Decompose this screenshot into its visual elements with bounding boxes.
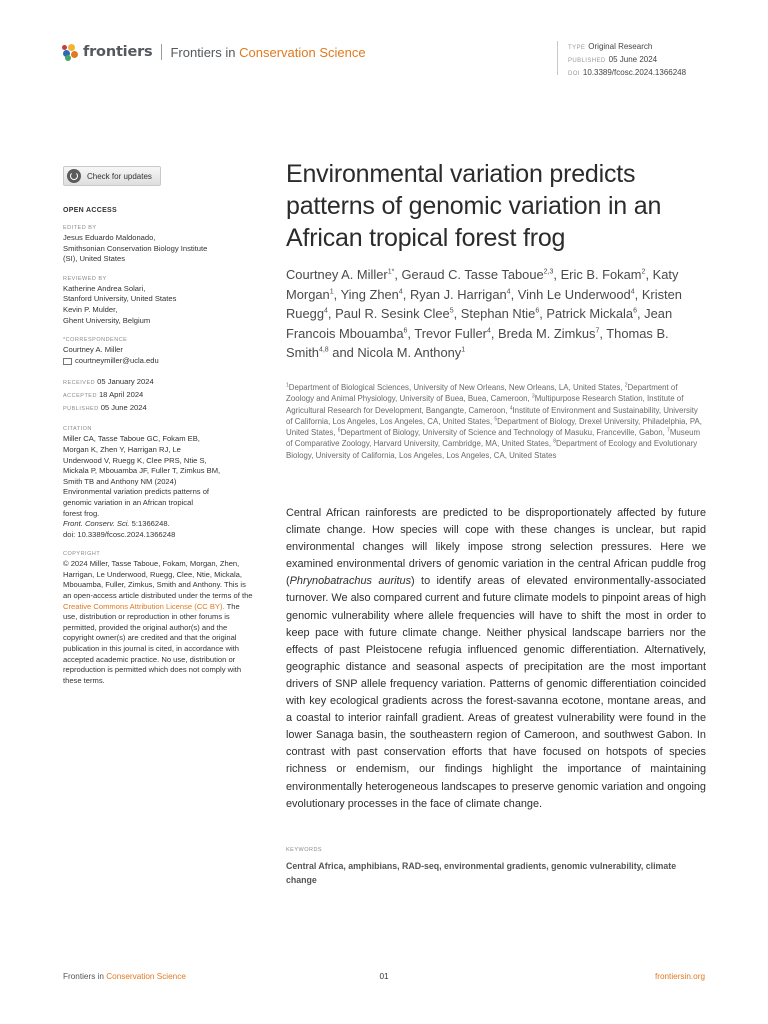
correspondence xyxy=(63,336,253,366)
correspondence-email[interactable]: courtneymiller@ucla.edu xyxy=(75,355,159,365)
edited-by-line: Jesus Eduardo Maldonado, xyxy=(63,233,156,242)
affiliation-text: Multipurpose Research Station, Institute of Agricultural Research for Development, Bangangte, Cameroon, xyxy=(286,394,684,415)
citation-heading: CITATION xyxy=(63,426,92,433)
author-name[interactable]: Geraud C. Tasse Taboue xyxy=(401,267,544,282)
reviewed-by-heading: REVIEWED BY xyxy=(63,275,107,282)
check-for-updates-label: Check for updates xyxy=(87,171,152,181)
author-name[interactable]: Jean Francois Mbouamba xyxy=(286,306,673,341)
author-affiliation-marker: 6 xyxy=(403,327,408,335)
edited-by-line: (SI), United States xyxy=(63,254,126,264)
author-name[interactable]: Breda M. Zimkus xyxy=(498,325,596,341)
date-accepted: ACCEPTED 18 April 2024 xyxy=(63,390,144,400)
author-name[interactable]: Vinh Le Underwood xyxy=(517,286,631,302)
correspondence-heading: *CORRESPONDENCE xyxy=(63,337,128,344)
author-affiliation-marker: 6 xyxy=(633,307,637,315)
copyright xyxy=(63,550,253,686)
check-for-updates-button[interactable] xyxy=(63,166,161,186)
author-affiliation-marker: 2 xyxy=(641,268,646,276)
affiliation-number: 3 xyxy=(531,393,535,400)
citation-journal: Front. Conserv. Sci. 5:1366248. xyxy=(63,519,170,529)
affiliation-text: Institute of Environment and Sustainability, University of California, Los Angeles, Los Angeles, CA, United States, xyxy=(286,405,698,426)
citation xyxy=(63,425,253,540)
author-name[interactable]: Ying Zhen xyxy=(340,286,399,302)
affiliation-number: 7 xyxy=(667,427,670,434)
footer-site-link[interactable]: frontiersin.org xyxy=(654,972,705,981)
meta-doi[interactable]: DOI 10.3389/fcosc.2024.1366248 xyxy=(568,68,687,77)
page-number: 01 xyxy=(379,972,389,981)
affiliation-number: 6 xyxy=(337,427,341,434)
author-affiliation-marker: 4 xyxy=(398,288,403,296)
author-affiliation-marker: 4 xyxy=(324,307,328,315)
citation-line: Morgan K, Zhen Y, Harrigan RJ, Le xyxy=(63,444,181,454)
affiliation-text: Department of Biology, Drexel University, Philadelphia, PA, United States, xyxy=(286,416,702,438)
reviewed-by-line: Stanford University, United States xyxy=(63,294,177,304)
author-name[interactable]: Paul R. Sesink Clee xyxy=(335,306,450,321)
author-affiliation-marker: 4 xyxy=(486,327,491,335)
citation-doi[interactable]: doi: 10.3389/fcosc.2024.1366248 xyxy=(63,529,176,539)
footer-journal[interactable]: Frontiers in Conservation Science xyxy=(63,972,186,981)
keywords-text: Central Africa, amphibians, RAD-seq, environmental gradients, genomic vulnerability, climate change xyxy=(286,861,677,885)
edited-by-heading: EDITED BY xyxy=(63,225,97,231)
abstract: Central African rainforests are predicted to be disproportionately affected by future climate change. How species will cope with these changes is unclear, but rapid environmental changes will likely impose strong selection pressures. Here we examined environmental drivers of genomic variation in the central African puddle frog (Phrynobatrachus auritus) to identify areas of elevated environmentally-associated turnover. We also compared current and future climate models to pinpoint areas of high genomic vulnerability where allele frequencies will have to shift the most in order to keep pace with future climate change. Neither physical landscape barriers nor the effects of past Pleistocene refugia influenced genomic differentiation. Alternatively, geographic distance and seasonal aspects of precipitation are the most important drivers of SNP allele frequency variation. Patterns of genomic differentiation coincided with key ecological gradients across the forest-savanna ecotone, montane areas, and a coastal to interior rainfall gradient. Areas of greatest vulnerability were found in the lower Sanaga basin, the southeastern region of Cameroon, and southwest Gabon. In contrast with past conservation efforts that have focused on hotspots of species richness or endemism, our findings highlight the importance of maintaining environmentally heterogeneous landscapes to preserve genomic variation and ongoing evolutionary processes in the face of climate change. xyxy=(286,507,706,810)
citation-line: Underwood V, Ruegg K, Clee PRS, Ntie S, xyxy=(63,455,207,465)
author-affiliation-marker: 5 xyxy=(449,307,454,315)
affiliation-number: 4 xyxy=(509,404,513,411)
header-divider xyxy=(161,44,162,60)
author-affiliation-marker: 1* xyxy=(387,268,395,276)
author-name[interactable]: Ryan J. Harrigan xyxy=(409,286,507,302)
keywords xyxy=(286,846,706,887)
affiliations xyxy=(286,382,706,461)
meta-published: PUBLISHED 05 June 2024 xyxy=(568,55,658,64)
reviewed-by xyxy=(63,275,253,326)
author-name[interactable]: Kristen Ruegg xyxy=(286,286,682,321)
edited-by xyxy=(63,224,253,265)
sidebar xyxy=(63,166,253,686)
author-name[interactable]: Eric B. Fokam xyxy=(560,267,642,282)
copyright-heading: COPYRIGHT xyxy=(63,551,101,558)
refresh-icon xyxy=(67,169,81,183)
author-name[interactable]: Thomas B. Smith xyxy=(286,325,669,360)
open-access-label: OPEN ACCESS xyxy=(63,207,117,214)
author-name[interactable]: Stephan Ntie xyxy=(460,306,536,321)
article-title: Environmental variation predicts patterns of genomic variation in an African tropical forest frog xyxy=(286,160,662,252)
affiliation-number: 8 xyxy=(553,438,557,445)
affiliation-text: Museum of Comparative Zoology, Harvard University, Cambridge, MA, United States, xyxy=(286,428,701,449)
author-affiliation-marker: 4 xyxy=(630,288,635,296)
author-name[interactable]: Patrick Mickala xyxy=(546,306,634,321)
frontiers-wordmark: frontiers xyxy=(83,44,153,60)
author-name[interactable]: Trevor Fuller xyxy=(414,325,487,341)
affiliation-number: 5 xyxy=(494,416,498,423)
affiliation-text: Department of Biological Sciences, University of New Orleans, New Orleans, LA, United States, xyxy=(288,383,623,392)
copyright-text: © 2024 Miller, Tasse Taboue, Fokam, Morgan, Zhen, Harrigan, Le Underwood, Ruegg, Clee, Ntie, Mickala, Mbouamba, Fuller, Zimkus, Smith and Anthony. This is an open-access article distributed under the terms of the Creative Commons Attribution License (CC BY). The use, distribution or reproduction in other forums is permitted, provided the original author(s) and the copyright owner(s) are credited and that the original publication in this journal is cited, in accordance with accepted academic practice. No use, distribution or reproduction is permitted which does not comply with these terms. xyxy=(63,559,253,685)
frontiers-logo-icon xyxy=(62,44,79,61)
article-meta xyxy=(557,41,686,75)
correspondence-email-row[interactable] xyxy=(63,356,253,367)
author-affiliation-marker: 4,8 xyxy=(318,346,329,354)
envelope-icon xyxy=(63,358,72,365)
license-link[interactable]: Creative Commons Attribution License (CC BY). xyxy=(63,601,225,611)
author-name[interactable]: Nicola M. Anthony xyxy=(357,345,462,360)
author-name[interactable]: Courtney A. Miller xyxy=(286,267,388,282)
citation-line: genomic variation in an African tropical xyxy=(63,497,194,507)
frontiers-logo[interactable] xyxy=(62,42,366,62)
date-published: PUBLISHED 05 June 2024 xyxy=(63,403,147,413)
author-name[interactable]: Katy Morgan xyxy=(286,267,679,302)
citation-line: Smith TB and Anthony NM (2024) xyxy=(63,476,177,486)
author-affiliation-marker: 7 xyxy=(595,327,600,335)
reviewed-by-line: Kevin P. Mulder, xyxy=(63,304,118,314)
reviewed-by-line: Ghent University, Belgium xyxy=(63,315,151,325)
meta-type: TYPE Original Research xyxy=(568,42,653,51)
affiliation-number: 2 xyxy=(624,382,628,389)
date-received: RECEIVED 05 January 2024 xyxy=(63,377,154,387)
author-affiliation-marker: 1 xyxy=(329,288,334,296)
author-affiliation-marker: 1 xyxy=(461,346,466,354)
affiliation-number: 1 xyxy=(286,382,289,389)
species-name: Phrynobatrachus auritus xyxy=(289,575,412,588)
affiliation-text: Department of Zoology and Animal Physiology, University of Buea, Buea, Cameroon, xyxy=(286,383,678,404)
affiliation-text: Department of Ecology and Evolutionary Biology, University of California, Los Angeles, Los Angeles, CA, United States xyxy=(286,439,698,460)
citation-line: Miller CA, Tasse Taboue GC, Fokam EB, xyxy=(63,434,200,444)
author-affiliation-marker: 2,3 xyxy=(543,268,554,276)
article-dates xyxy=(63,376,253,415)
author-affiliation-marker: 6 xyxy=(535,307,540,315)
citation-line: forest frog. xyxy=(63,508,100,518)
author-affiliation-marker: 4 xyxy=(506,288,511,296)
affiliation-text: Department of Biology, University of Science and Technology of Masuku, Franceville, Gabon, xyxy=(340,428,665,438)
edited-by-line: Smithsonian Conservation Biology Institute xyxy=(63,243,208,253)
reviewed-by-line: Katherine Andrea Solari, xyxy=(63,283,146,293)
correspondence-name: Courtney A. Miller xyxy=(63,345,123,355)
page-header xyxy=(62,41,708,75)
page-footer xyxy=(63,972,705,984)
author-list: Courtney A. Miller$^{1*}$, Geraud C. Tasse Taboue$^{2,3}$, Eric B. Fokam$^2$, Katy Morgan$^1$, Ying Zhen$^4$, Ryan J. Harrigan$^4$, Vinh Le Underwood$^4$, Kristen Ruegg$^4$, Paul R. Sesink Clee$^5$, Stephan Ntie$^6$, Patrick Mickala$^6$, Jean Francois Mbouamba$^6$, Trevor Fuller$^4$, Breda M. Zimkus$^7$, Thomas B. Smith$^{4,8}$ and Nicola M. Anthony$^1$ xyxy=(286,267,682,360)
citation-line: Environmental variation predicts patterns of xyxy=(63,487,210,497)
journal-name[interactable]: Frontiers in Conservation Science xyxy=(170,44,366,60)
keywords-heading: KEYWORDS xyxy=(286,847,323,853)
citation-line: Mickala P, Mbouamba JF, Fuller T, Zimkus BM, xyxy=(63,466,221,476)
